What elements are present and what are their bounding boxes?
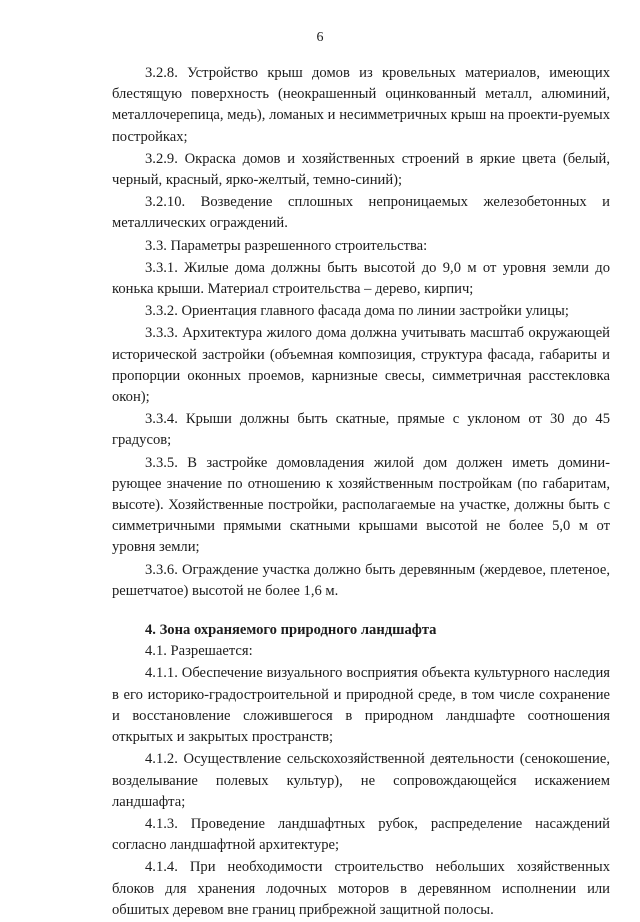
paragraph-3-3-3: 3.3.3. Архитектура жилого дома должна учитывать масштаб окружающей исторической застройки (объемная композиция, структура фасада, габариты и пропорции оконных проемов, карнизные свесы, симметричная расстекловка окон);	[112, 325, 610, 406]
paragraph-3-3-1: 3.3.1. Жилые дома должны быть высотой до 9,0 м от уровня земли до конька крыши. Материал строительства – дерево, кирпич;	[112, 259, 610, 298]
paragraph-4-1: 4.1. Разрешается:	[145, 643, 253, 660]
page-number: 6	[316, 30, 324, 45]
paragraph-3-3-5: 3.3.5. В застройке домовладения жилой дом должен иметь домини-рующее значение по отношению к хозяйственным постройкам (по габаритам, высоте). Хозяйственные постройки, располагаемые на участке, должны быть с симметричными прямыми скатными крышами высотой не более 5,0 м от уровня земли;	[112, 454, 610, 556]
paragraph-3-3: 3.3. Параметры разрешенного строительства:	[145, 237, 428, 254]
paragraph-3-3-2: 3.3.2. Ориентация главного фасада дома по линии застройки улицы;	[145, 303, 569, 320]
paragraph-3-3-4: 3.3.4. Крыши должны быть скатные, прямые с уклоном от 30 до 45 градусов;	[112, 411, 610, 449]
paragraph-4-1-3: 4.1.3. Проведение ландшафтных рубок, распределение насаждений согласно ландшафтной архитектуре;	[112, 815, 610, 854]
paragraph-3-2-10: 3.2.10. Возведение сплошных непроницаемых железобетонных и металлических ограждений.	[112, 194, 610, 232]
paragraph-3-2-8: 3.2.8. Устройство крыш домов из кровельных материалов, имеющих блестящую поверхность (неокрашенный оцинкованный металл, алюминий, металлочерепица, медь), ломаных и несимметричных крыш на проекти-руемых постройках;	[112, 65, 610, 145]
paragraph-3-2-9: 3.2.9. Окраска домов и хозяйственных строений в яркие цвета (белый, черный, красный, ярко-желтый, темно-синий);	[112, 150, 610, 189]
paragraph-3-3-6: 3.3.6. Ограждение участка должно быть деревянным (жердевое, плетеное, решетчатое) высотой не более 1,6 м.	[112, 561, 610, 599]
document-body	[112, 63, 610, 922]
section-heading: 4. Зона охраняемого природного ландшафта	[145, 622, 437, 639]
paragraph-4-1-4: 4.1.4. При необходимости строительство небольших хозяйственных блоков для хранения лодочных моторов в деревянном исполнении или обшитых деревом вне границ прибрежной защитной полосы.	[112, 859, 610, 918]
paragraph-4-1-1: 4.1.1. Обеспечение визуального восприятия объекта культурного наследия в его историко-градостроительной и природной среде, в том числе сохранение и восстановление сложившегося в природном ландшафте соотношения открытых и закрытых пространств;	[112, 665, 610, 746]
paragraph-4-1-2: 4.1.2. Осуществление сельскохозяйственной деятельности (сенокошение, возделывание полевых культур), не сопровождающейся искажением ландшафта;	[112, 751, 610, 810]
